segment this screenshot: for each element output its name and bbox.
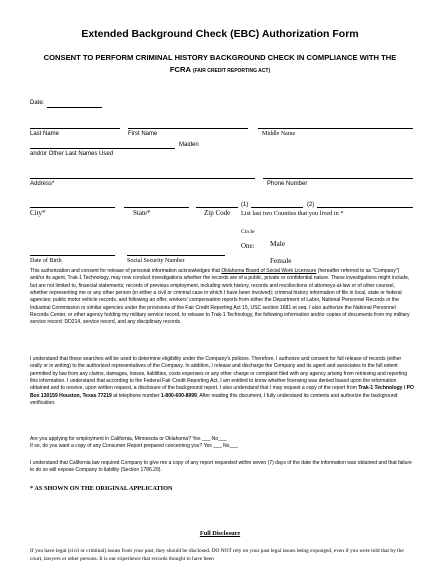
county-1-label: (1) xyxy=(241,202,249,208)
first-name-label: First Name xyxy=(128,131,158,137)
last-name-label: Last Name xyxy=(30,131,60,137)
zip-field[interactable] xyxy=(196,207,238,208)
address-field[interactable] xyxy=(30,178,255,179)
state-label: State* xyxy=(133,209,151,217)
california-law-paragraph: I understand that California law required Company to give me a copy of any report requested within seven (7) days of the date the information was obtained and that failure to do so will expose Company to liability (Section 1786.29). xyxy=(30,460,412,474)
male-option[interactable]: Male xyxy=(270,239,285,248)
counties-label: List last two Counties that you lived in * xyxy=(241,210,344,217)
as-shown-note: * AS SHOWN ON THE ORIGINAL APPLICATION xyxy=(30,485,173,492)
date-label: Date: xyxy=(30,100,45,106)
trak1-address: Trak-1 Technology / PO Box 130159 Houston, Texas 77219 xyxy=(30,385,414,399)
phone-field[interactable] xyxy=(263,178,413,179)
county-1-field[interactable] xyxy=(251,207,303,208)
maiden-name-field[interactable] xyxy=(30,148,175,149)
first-name-field[interactable] xyxy=(128,128,248,129)
city-label: City* xyxy=(30,209,46,217)
consent-heading xyxy=(30,52,410,77)
county-2-field[interactable] xyxy=(317,207,413,208)
consent-line-1: CONSENT TO PERFORM CRIMINAL HISTORY BACKGROUND CHECK IN COMPLIANCE WITH THE xyxy=(43,53,397,62)
page-title: Extended Background Check (EBC) Authorization Form xyxy=(81,28,359,40)
female-option[interactable]: Female xyxy=(270,256,292,265)
other-names-label: and/or Other Last Names Used xyxy=(30,151,114,157)
authorization-paragraph: This authorization and consent for release of personal information acknowledges that Oklahoma Board of Social Work Licensure (hereafter referred to as "Company") and/or its agent, Trak-1 Technology, may now conduct investigations whether the records are of a public, private or confidential nature. These investigations might include, but are not limited to, financial statements; records of previous employment, including work history, records and recollections of attorneys-at-law or of other counsel, whether representing me or any other person (in either a civil or criminal case in which I have been involved); criminal history information of file in local, state or federal agencies; public motor vehicle records, and following an offer, workers' compensation reports from either the Department of Labor, National Personnel Records or the Industrial Commission or similar agencies under the provisions of the Fair Credit Reporting Act 15, USC section 1681 et seq. I also authorize the National Personnel Records Center, or other agency holding my military service record, to release to Trak-1 Technology, the following information and/or copies of documents from my military service record: DD214, service record, and any disciplinary records. xyxy=(30,268,410,326)
ssn-field[interactable] xyxy=(127,255,225,256)
middle-name-label: Middle Name xyxy=(262,131,296,137)
phone-label: Phone Number xyxy=(267,181,308,187)
state-field[interactable] xyxy=(124,207,189,208)
maiden-label: Maiden xyxy=(179,142,199,148)
circle-label: Circle xyxy=(241,229,255,235)
full-disclosure-heading: Full Disclosure xyxy=(199,530,241,537)
question-california: Are you applying for employment in California, Minnesota or Oklahoma? Yes ___ No___ xyxy=(30,436,227,442)
address-label: Address* xyxy=(30,181,55,187)
county-2-label: (2) xyxy=(307,202,315,208)
ssn-label: Social Security Number xyxy=(127,258,185,264)
release-paragraph: I understand that these searches will be used to determine eligibility under the Company's policies. Therefore, I authorize and consent for full release of records (either orally or in writing) to the authorized representatives of the Company. In addition, I release and discharge the Company and its agent and associates to the full extent permitted by law from any claims, damages, losses, liabilities, costs expenses or any other charge or complaint filed with any agency arising from retrieving and reporting this information. I understand that according to the Federal Fair Credit Reporting Act, I am entitled to know whether licensing was denied based upon the information obtained and to receive, upon written request, a disclosure of the background report. I also understand that I may request a copy of the report from Trak-1 Technology / PO Box 130159 Houston, Texas 77219 at telephone number 1-800-600-8999. After reading this document, I fully understand its contents and authorize the background verification. xyxy=(30,356,414,407)
company-name-link: Oklahoma Board of Social Work Licensure xyxy=(221,268,317,274)
zip-label: Zip Code xyxy=(204,209,231,217)
date-field[interactable] xyxy=(47,107,102,108)
disclosure-paragraph: If you have legal (civil or criminal) issues from your past, they should be disclosed. DO NOT rely on your past legal issues being expunged, even if you were told that by the court, lawyers or other persons. It is our experience that records thought to have been xyxy=(30,548,404,562)
dob-label: Date of Birth xyxy=(30,258,62,264)
date-of-birth-field[interactable] xyxy=(30,255,115,256)
last-name-field[interactable] xyxy=(30,128,120,129)
middle-name-field[interactable] xyxy=(258,128,413,129)
circle-one-label: One: xyxy=(241,242,255,250)
consent-fcra-expansion: (FAIR CREDIT REPORTING ACT) xyxy=(192,68,271,74)
trak1-phone: 1-800-600-8999 xyxy=(160,392,197,399)
question-consumer-report: If so, do you want a copy of any Consumer Report prepared concerning you? Yes ___ No___ xyxy=(30,443,238,449)
city-field[interactable] xyxy=(30,207,115,208)
consent-fcra: FCRA xyxy=(169,65,191,74)
